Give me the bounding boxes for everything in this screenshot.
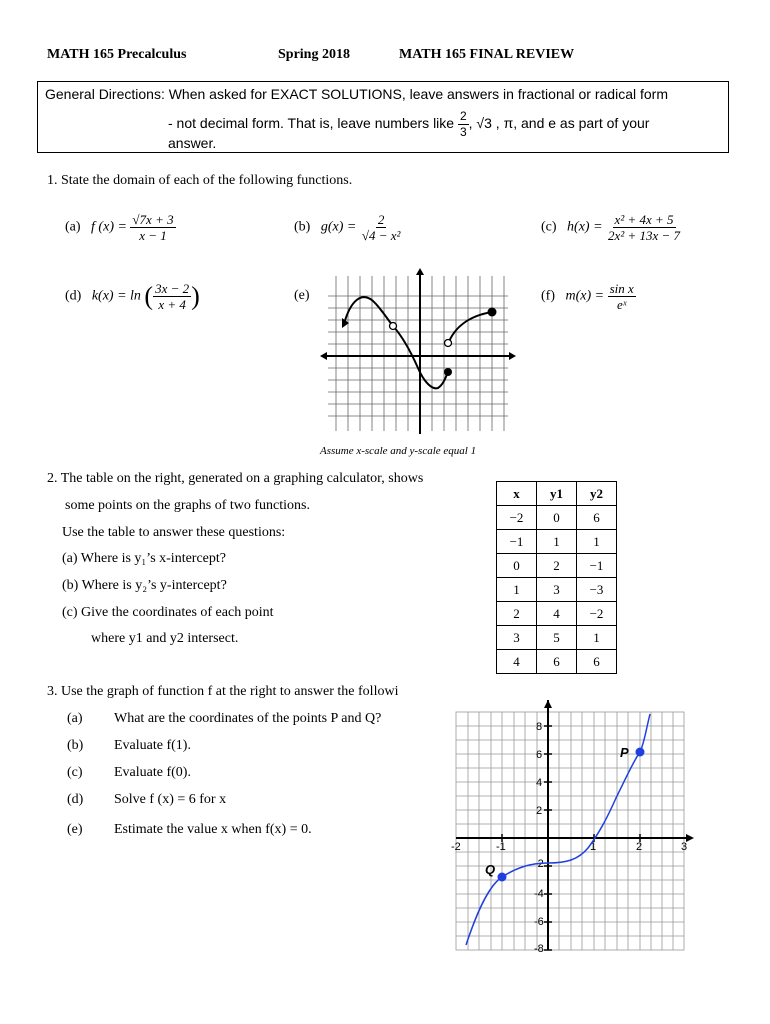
q1e-graph [318,266,518,436]
table-cell: 6 [577,506,617,530]
q1-f-label: (f) [541,288,555,304]
directions-line-2 [168,109,649,140]
table-cell: 6 [537,650,577,674]
q1-a-fraction [130,212,175,243]
q1-b-label: (b) [294,219,311,235]
point-q-label: Q [485,862,496,877]
table-row [497,650,617,674]
q1-b-den: √4 − x² [361,228,401,243]
table-cell: −2 [497,506,537,530]
q1-f-num: sin x [609,281,634,296]
table-cell: 2 [497,602,537,626]
q3-y-tick: 2 [536,805,543,817]
q1-prompt: 1. State the domain of each of the following functions. [47,173,353,188]
q2-table-col-y2: y2 [577,482,617,506]
q1-c-num: x² + 4x + 5 [614,212,674,227]
q2-table-header [497,482,617,506]
q3-d-label: (d) [67,792,84,807]
point-p-label: P [620,745,629,760]
q1-d-function: k(x) = ln [91,288,141,304]
q2-line-3: Use the table to answer these questions: [62,525,286,540]
q2-c: (c) Give the coordinates of each point [62,605,274,620]
q3-y-tick: -4 [534,888,544,900]
q1-c-function: h(x) = [567,219,603,235]
table-cell: 0 [537,506,577,530]
q1-d-right-paren: ) [191,281,200,311]
q3-y-tick: 8 [536,721,543,733]
table-cell: −1 [577,554,617,578]
q1e-grid [328,276,508,431]
q1-d-num: 3x − 2 [155,281,190,296]
table-cell: 5 [537,626,577,650]
q3-d-text: Solve f (x) = 6 for x [114,792,227,807]
q3-y-tick: -6 [534,916,544,928]
q2-line-1: 2. The table on the right, generated on a graphing calculator, shows [47,471,424,486]
example-fraction-num: 2 [459,109,467,123]
q1-c [541,212,682,243]
q3-grid [456,712,684,950]
q3-graph [440,700,700,960]
q2-table [496,481,617,674]
table-cell: 4 [537,602,577,626]
example-fraction [458,109,469,140]
q1-d-label: (d) [65,288,82,304]
point-p [636,748,645,757]
q1-a-den: x − 1 [139,228,167,243]
q1-d-left-paren: ( [144,281,154,311]
q1-a [65,212,176,243]
q3-x-tick: -1 [496,841,506,853]
q3-c-text: Evaluate f(0). [114,765,191,780]
q1e-closed-point-1 [444,368,452,376]
directions-line-2-pre: - not decimal form. That is, leave numbers like [168,115,458,132]
q3-x-tick: 3 [681,841,688,853]
table-cell: −3 [577,578,617,602]
document-title: MATH 165 FINAL REVIEW [399,47,575,62]
table-row [497,554,617,578]
q2-table-col-y1: y1 [537,482,577,506]
q1-e-label: (e) [294,288,310,303]
q3-b-label: (b) [67,738,84,753]
q1-b-function: g(x) = [320,219,357,235]
q1-f-fraction [608,281,636,312]
q1e-open-point-1 [390,323,397,330]
q1-a-label: (a) [65,219,81,235]
course-name: MATH 165 Precalculus [47,47,187,62]
q1-d [65,281,200,312]
table-cell: 4 [497,650,537,674]
q1-a-function: f (x) = [91,219,127,235]
q1-b-num: 2 [377,212,385,227]
q3-x-tick: 2 [636,841,643,853]
q2-line-2: some points on the graphs of two functions. [65,498,310,513]
q3-y-arrow [544,700,552,708]
q1-b-fraction [360,212,403,243]
table-cell: 0 [497,554,537,578]
table-cell: 1 [577,530,617,554]
table-cell: 3 [497,626,537,650]
table-cell: −2 [577,602,617,626]
q3-c-label: (c) [67,765,83,780]
q1-c-den: 2x² + 13x − 7 [608,228,681,243]
table-row [497,626,617,650]
table-cell: −1 [497,530,537,554]
q1-f-den: eˣ [616,297,627,312]
table-cell: 1 [537,530,577,554]
example-fraction-den: 3 [459,125,467,139]
q3-y-tick: -2 [534,858,544,870]
table-row [497,578,617,602]
q2-table-col-x: x [497,482,537,506]
q1e-x-arrow-right [509,352,516,360]
q3-x-arrow [686,834,694,842]
q2-b: (b) Where is y₂’s y-intercept? [62,578,227,593]
q1-d-fraction [153,281,191,312]
q1-c-fraction [606,212,682,243]
table-cell: 1 [497,578,537,602]
q3-x-tick: 1 [590,841,597,853]
point-q [498,873,507,882]
q1e-y-arrow-up [416,268,424,275]
table-cell: 1 [577,626,617,650]
q1-f-function: m(x) = [565,288,605,304]
q3-prompt: 3. Use the graph of function f at the right to answer the followi [47,684,399,699]
table-row [497,602,617,626]
directions-line-1: General Directions: When asked for EXACT SOLUTIONS, leave answers in fractional or radical form [45,86,668,102]
table-row [497,506,617,530]
directions-line-2-post: , √3 , π, and e as part of your [468,115,650,132]
term: Spring 2018 [278,47,350,62]
q1-b [294,212,402,243]
q3-a-text: What are the coordinates of the points P and Q? [114,711,382,726]
q3-y-tick: 6 [536,749,543,761]
q1e-curve-right [448,312,492,344]
q1e-x-arrow-left [320,352,327,360]
q2-c-cont: where y1 and y2 intersect. [91,631,239,646]
q1e-open-point-2 [445,340,452,347]
q1-f [541,281,636,312]
q2-a: (a) Where is y₁’s x-intercept? [62,551,226,566]
q3-y-tick: 4 [536,777,543,789]
q1-d-den: x + 4 [158,297,186,312]
q3-e-label: (e) [67,822,83,837]
q3-x-tick: -2 [451,841,461,853]
q1e-closed-point-2 [488,308,497,317]
q3-e-text: Estimate the value x when f(x) = 0. [114,822,312,837]
q3-a-label: (a) [67,711,83,726]
table-row [497,530,617,554]
q1e-graph-caption: Assume x-scale and y-scale equal 1 [320,445,477,457]
table-cell: 6 [577,650,617,674]
q3-y-tick: -8 [534,943,544,955]
table-cell: 2 [537,554,577,578]
q1-c-label: (c) [541,219,557,235]
q1-a-num: √7x + 3 [132,212,174,227]
table-cell: 3 [537,578,577,602]
q3-b-text: Evaluate f(1). [114,738,191,753]
directions-line-3: answer. [168,135,217,151]
